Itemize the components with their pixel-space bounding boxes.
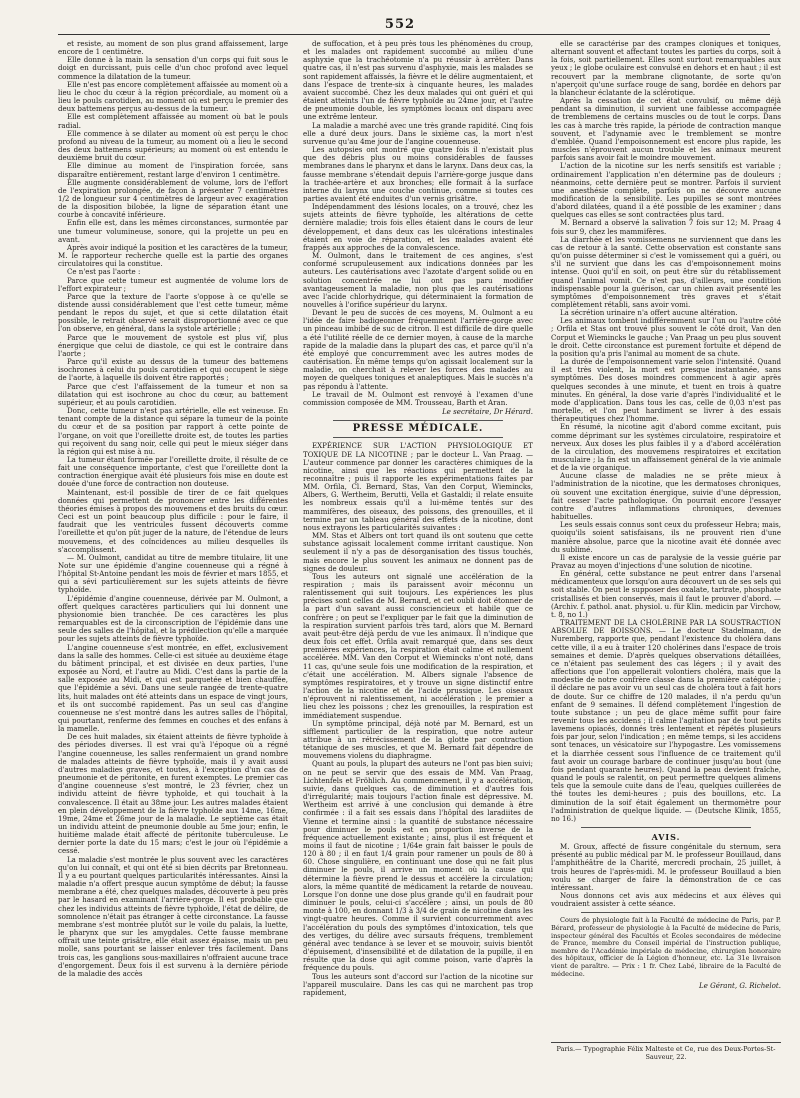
paragraph: Devant le peu de succès de ces moyens, M. Oulmont a eu l'idée de faire badigeonner fréquemment l'arrière-gorge avec un pinceau imbibé de suc de citron. Il est difficile de dire quelle a été l'utilité réelle de ce dernier moyen, à cause de la marche rapide de la maladie dans la plupart des cas, et parce qu'il n'a été employé que concurremment avec les autres modes de cautérisation. En même temps qu'on agissait localement sur la maladie, on cherchait à relever les forces des malades au moyen de quelques toniques et analeptiques. Mais le succès n'a pas répondu à l'attente.	[303, 308, 533, 391]
paragraph: — M. Oulmont, candidat au titre de membre titulaire, lit une Note sur une épidémie d'angine couenneuse qui a régné à l'hôpital St-Antoine pendant les mois de février et mars 1855, et qui a sévi particulièrement sur les sujets atteints de fièvre typhoïde.	[58, 552, 288, 595]
paragraph: Il existe encore un cas de paralysie de la vessie guérie par Pravaz au moyen d'injections d'une solution de nicotine.	[551, 552, 781, 570]
paragraph: Maintenant, est-il possible de tirer de ce fait quelques données qui permettent de prononcer entre les différentes théories émises à propos des mouvemens et des bruits du cœur. Ceci est un point beaucoup plus difficile : pour le faire, il faudrait que les ventricules fussent découverts comme l'oreillette et qu'on pût juger de la nature, de l'étendue de leurs mouvemens, et des coïncidences au milieu desquelles ils s'accomplissent.	[58, 487, 288, 554]
avis-title: AVIS.	[651, 832, 681, 842]
paragraph: Indépendamment des lésions locales, on a trouvé, chez les sujets atteints de fièvre typhoïde, les altérations de cette dernière maladie; trois fois elles étaient dans le cours de leur développement, et dans deux cas les ulcérations intestinales étaient en voie de réparation, et les malades avaient été frappés aux approches de la convalescence.	[303, 202, 533, 252]
paragraph: La maladie s'est montrée le plus souvent avec les caractères qu'on lui connaît, et qui ont été si bien décrits par Bretonneau. Il y a eu pourtant quelques particularités intéressantes. Ainsi la maladie n'a offert presque aucun symptôme de début; la fausse membrane a été, chez quelques malades, découverte à peu près par le hasard en examinant l'arrière-gorge. Il est probable que chez les individus atteints de fièvre typhoïde, l'état de délire, de somnolence n'était pas étranger à cette circonstance. La fausse membrane s'est montrée plutôt sur le voile du palais, la luette, le pharynx que sur les amygdales. Cette fausse membrane offrait une teinte grisâtre, elle était assez épaisse, mais un peu molle, sans pourtant se laisser enlever très facilement. Dans trois cas, les ganglions sous-maxillaires n'offraient aucune trace d'engorgement. Deux fois il est survenu à la dernière période de la maladie des accès	[58, 854, 288, 978]
book-advertisement: Cours de physiologie fait à la Faculté de médecine de Paris, par P. Bérard, professeur de physiologie à la Faculté de médecine de Paris, inspecteur général des Facultés et Écoles secondaires de médecine de France, membre du Conseil impérial de l'instruction publique, membre de l'Académie impériale de médecine, chirurgien honoraire des hôpitaux, officier de la Légion d'honneur, etc. La 31e livraison vient de paraître. — Prix : 1 fr. Chez Labé, libraire de la Faculté de médecine.	[551, 916, 781, 978]
paragraph: Ce n'est pas l'aorte :	[67, 267, 141, 277]
paragraph: Elle est complètement affaissée au moment où bat le pouls radial.	[58, 112, 288, 130]
paragraph: Après la cessation de cet état convulsif, ou même déjà pendant sa diminution, il survient une faiblesse accompagnée de tremblemens de certains muscles ou de tout le corps. Dans les cas à marche très rapide, la période de contraction manque souvent, et l'adynamie avec le tremblement se montre d'emblée. Quand l'empoisonnement est encore plus rapide, les muscles n'éprouvent aucun trouble et les animaux meurent parfois sans avoir fait le moindre mouvement.	[551, 96, 781, 163]
paragraph: M. Groux, affecté de fissure congénitale du sternum, sera présenté au public médical par M. le professeur Bouillaud, dans l'amphithéâtre de la Charité, mercredi prochain, 25 juillet, à trois heures de l'après-midi. M. le professeur Bouillaud a bien voulu se charger de faire la démonstration de ce cas intéressant.	[551, 842, 781, 892]
nicotine-article	[303, 442, 533, 997]
section-title-presse-medicale: PRESSE MÉDICALE.	[352, 423, 484, 435]
paragraph: Le travail de M. Oulmont est renvoyé à l'examen d'une commission composée de MM. Trousseau, Barth et Aran.	[303, 389, 533, 407]
paragraph: Un symptôme principal, déjà noté par M. Bernard, est un sifflement particulier de la respiration, que notre auteur attribue à un rétrécissement de la glotte par contraction tétanique de ses muscles, et que M. Bernard fait dépendre de mouvemens violens du diaphragme.	[303, 718, 533, 761]
section-divider	[581, 912, 751, 913]
paragraph: L'angine couenneuse s'est montrée, en effet, exclusivement dans la salle des hommes. Celle-ci est située au deuxième étage du bâtiment principal, et est divisée en deux parties, l'une exposée au Nord, et l'autre au Midi. C'est dans la partie de la salle exposée au Midi, et qui est parquetée et bien chauffée, que l'épidémie a sévi. Dans une seule rangée de trente-quatre lits, huit malades ont été atteints dans un espace de vingt jours, et ils ont succombé rapidement. Pas un seul cas d'angine couenneuse ne s'est montré dans les autres salles de l'hôpital, qui pourtant, renferme des femmes en couches et des enfans à la mamelle.	[58, 642, 288, 734]
column-2	[303, 40, 533, 1040]
paragraph: Les autopsies ont montré que quatre fois il n'existait plus que des débris plus ou moins considérables de fausses membranes dans le pharynx et dans le larynx. Dans deux cas, la fausse membrane s'étendait depuis l'arrière-gorge jusque dans la trachée-artère et aux bronches; elle formait à la surface interne du larynx une couche continue, comme si toutes ces parties avaient été enduites d'un vernis grisâtre.	[303, 145, 533, 203]
footer-rule	[551, 1042, 781, 1043]
paragraph: En général, cette substance ne peut entrer dans l'arsenal médicamenteux que lorsqu'on aura découvert un de ses sels qui soit stable. On peut le supposer des oxalate, tartrate, phosphate cristallisés et bien conservés, mais il faut le prouver d'abord. — (Archiv. f. pathol. anat. physiol. u. für Klin. medicin par Virchow, t. 8, no 1.)	[551, 569, 781, 619]
paragraph: Elle n'est pas encore complètement affaissée au moment où a lieu le choc du cœur à la région précordiale, au moment où a lieu le pouls carotidien, au moment où est perçu le premier des deux battemens perçus au-dessus de la tumeur.	[58, 79, 288, 114]
nicotine-article-continued	[551, 40, 781, 823]
paragraph: Elle augmente considérablement de volume, lors de l'effort de l'expiration prolongée, de façon à présenter 7 centimètres 1/2 de longueur sur 4 centimètres de largeur avec exagération de la disposition bilobée, la ligne de séparation étant une courbe à concavité inférieure.	[58, 177, 288, 220]
paragraph: et resiste, au moment de son plus grand affaissement, large encore de 1 centimètre.	[58, 40, 288, 57]
paragraph: Parce que le mouvement de systole est plus vif, plus énergique que celui de diastole, ce qui est le contraire dans l'aorte ;	[58, 332, 288, 358]
paragraph: Parce que c'est l'affaissement de la tumeur et non sa dilatation qui est isochrone au choc du cœur, au battement supérieur, et au pouls carotidien.	[58, 381, 288, 407]
paragraph: Quant au pouls, la plupart des auteurs ne l'ont pas bien suivi; on ne peut se servir que des essais de MM. Van Praag, Lichtenfels et Fröhlich. Au commencement, il y a accélération, suivie, dans quelques cas, de diminution et d'autres fois d'irrégularité; mais toujours l'action finale est dépressive. M. Wertheim est arrivé à une conclusion qui demande à être confirmée : il a fait ses essais dans l'hôpital des laradiites de Vienne et termine ainsi : la quantité de substance nécessaire pour diminuer le pouls est en proportion inverse de la fréquence actuellement existante ; ainsi, plus il est fréquent et moins il faut de nicotine ; 1/64e grain fait baisser le pouls de 120 à 80 ; il en faut 1/4 grain pour ramener un pouls de 80 à 60. Chose singulière, en continuant une dose qui ne fait plus diminuer le pouls, il arrive un moment où la cause qui détermine la fièvre prend le dessus et accélère la circulation; alors, la même quantité de médicament la retarde de nouveau. Lorsque l'on donne une dose plus grande qu'il en faudrait pour diminuer le pouls, celui-ci s'accélère ; ainsi, un pouls de 80 monte à 100, en donnant 1/3 à 3/4 de grain de nicotine dans les vingt-quatre heures. Comme il survient concurremment avec l'accélération du pouls des symptômes d'intoxication, tels que des vertiges, du délire avec sursauts fréquens, tremblement général avec tendance à se lever et se mouvoir, suivis bientôt d'épuisement, d'insensibilité et de dilatation de la pupille, il en résulte que la dose qui agit comme poison, varie d'après la fréquence du pouls.	[303, 759, 533, 973]
paragraph: Tous les auteurs ont signalé une accélération de la respiration ; mais ils paraissent avoir méconnu un ralentissement qui suit toujours. Les expériences les plus précises sont celles de M. Bernard, et cet oubli doit étonner de la part d'un savant aussi consciencieux et habile que ce confrère ; on peut se l'expliquer par le fait que la diminution de la respiration survient parfois très tard, alors que M. Bernard avait peut-être déjà perdu de vue les animaux. Il n'indique que deux fois cet effet. Orfila avait remarqué que, dans ses deux premières expériences, la respiration était calme et nullement accélérée. MM. Van den Corput et Wiemincks n'ont noté, dans 11 cas, qu'une seule fois une modification de la respiration, et c'était une accélération. M. Albers signale l'absence de symptômes respiratoires, et y trouve un signe distinctif entre l'action de la nicotine et de l'acide prussique. Les oiseaux n'éprouvent ni ralentissement, ni accélération ; le premier a lieu chez les poissons ; chez les grenouilles, la respiration est immédiatement suspendue.	[303, 571, 533, 720]
paragraph: Parce qu'il existe au dessus de la tumeur des battemens isochrones à celui du pouls carotidien et qui occupent le siège de l'aorte, à laquelle ils doivent être rapportés ;	[58, 357, 288, 383]
paragraph: Les animaux tombent indifféremment sur l'un ou l'autre côté ; Orfila et Stas ont trouvé plus souvent le côté droit, Van den Corput et Wiemincks le gauche ; Van Praag un peu plus souvent le droit. Cette circonstance est purement fortuite et dépend de la position qu'a pris l'animal au moment de sa chute.	[551, 316, 781, 358]
paragraph: M. Bernard a observé la salivation 7 fois sur 12; M. Praag 4 fois sur 9, chez les mammifères.	[551, 218, 781, 236]
paragraph: L'action de la nicotine sur les nerfs sensitifs est variable ; ordinairement l'application n'en détermine pas de douleurs ; néanmoins, cette dernière peut se montrer. Parfois il survient une anesthésie complète, parfois on ne découvre aucune modification de la sensibilité. Les pupilles se sont montrées d'abord dilatées, quand il a été possible de les examiner ; dans quelques cas elles se sont contractées plus tard.	[551, 161, 781, 220]
paragraph: La diarrhée et les vomissemens ne surviennent que dans les cas de retour à la santé. Cette observation est constante sans qu'on puisse déterminer si c'est le vomissement qui a guéri, ou s'il ne survient que dans les cas d'empoisonnement moins intense. Quoi qu'il en soit, on peut être sûr du rétablissement quand l'animal vomit. Ce n'est pas, d'ailleurs, une condition indispensable pour la guérison, car un chien avait présenté les symptômes d'empoisonnement très graves et s'était complètement rétabli, sans avoir vomi.	[551, 234, 781, 309]
paragraph: elle se caractérise par des crampes cloniques et toniques, alternant souvent et affectant toutes les parties du corps, soit à la fois, soit partiellement. Elles sont surtout remarquables aux yeux ; le globe oculaire est convulsé en dehors et en haut ; il est recouvert par la membrane clignotante, de sorte qu'on n'aperçoit qu'une surface rouge de sang, bordée en dehors par la blancheur éclatante de la sclérotique.	[551, 40, 781, 97]
paragraph: Enfin elle est, dans les mêmes circonstances, surmontée par une tumeur volumineuse, sonore, qui la projette un peu en avant.	[58, 218, 288, 244]
paragraph: Elle donne à la main la sensation d'un corps qui fuit sous le doigt en durcissant, puis celle d'un choc profond avec lequel commence la dilatation de la tumeur.	[58, 55, 288, 81]
paragraph: En résumé, la nicotine agit d'abord comme excitant, puis comme déprimant sur les systèmes circulatoire, respiratoire et nerveux. Aux doses les plus faibles il y a d'abord accélération de la circulation, des mouvemens respiratoires et excitation musculaire ; la fin est un affaissement général de la vie animale et de la vie organique.	[551, 422, 781, 473]
gerant-signature: Le Gérant, G. Richelot.	[699, 981, 781, 991]
paragraph: Parce que cette tumeur est augmentée de volume lors de l'effort expirateur ;	[58, 275, 288, 293]
paragraph: Parce que la texture de l'aorte s'oppose à ce qu'elle se distende aussi considérablement que l'est cette tumeur, même pendant le repos du sujet, et que si cette dilatation était possible, le retrait observé serait disproportionné avec ce que l'on observe, en général, dans la systole artérielle ;	[58, 291, 288, 334]
paragraph: La tumeur étant formée par l'oreillette droite, il résulte de ce fait une conséquence importante, c'est que l'oreillette dont la contraction énergique avait été plusieurs fois mise en doute est douée d'une force de contraction non douteuse.	[58, 454, 288, 489]
paragraph: M. Oulmont, dans le traitement de ces angines, s'est conformé scrupuleusement aux indications données par les auteurs. Les cautérisations avec l'azotate d'argent solide ou en solution concentrée ne lui ont pas paru modifier avantageusement la maladie, non plus que les cautérisations avec l'acide chlorhydrique, qui déterminaient la formation de nouvelles à l'orifice supérieur du larynx.	[303, 251, 533, 309]
paragraph: Elle diminue au moment de l'inspiration forcée, sans disparaître entièrement, restant large d'environ 1 centimètre.	[58, 161, 288, 179]
column-3	[551, 40, 781, 1040]
paragraph: EXPÉRIENCE SUR L'ACTION PHYSIOLOGIQUE ET TOXIQUE DE LA NICOTINE ; par le docteur L. Van Praag. — L'auteur commence par donner les caractères chimiques de la nicotine, ainsi que les réactions qui permettent de la reconnaître ; puis il rapporte les expérimentations faites par MM. Orfila, Cl. Bernard, Stas, Van den Corput, Wiemincks, Albers, G. Wertheim, Berutti, Vella et Gastaldi; il relate ensuite les nombreux essais qu'il a lui-même tentés sur des mammifères, des oiseaux, des poissons, des grenouilles, et il termine par un tableau général des effets de la nicotine, dont nous extrayons les particularités suivantes :	[303, 441, 533, 532]
header-rule	[58, 34, 770, 35]
paragraph: La maladie a marché avec une très grande rapidité. Cinq fois elle a duré deux jours. Dans le sixième cas, la mort n'est survenue qu'au 4me jour de l'angine couenneuse.	[303, 120, 533, 146]
paragraph: De ces huit malades, six étaient atteints de fièvre typhoïde à des périodes diverses. Il est vrai qu'à l'époque où a régné l'angine couenneuse, les salles renfermaient un grand nombre de malades atteints de fièvre typhoïde, mais il y avait aussi d'autres maladies graves, et toutes, à l'exception d'un cas de pneumonie et de péritonite, en furent exemptes. Le premier cas d'angine couenneuse s'est montré, le 23 février, chez un individu atteint de fièvre typhoïde, et qui touchait à la convalescence. Il était au 38me jour. Les autres malades étaient en plein développement de la fièvre typhoïde aux 14me, 16me, 19me, 24me et 26me jour de la maladie. Le septième cas était un individu atteint de pneumonie double au 5me jour; enfin, le huitième malade était affecté de péritonite tuberculeuse. Le dernier porte la date du 15 mars; c'est le jour où l'épidémie a cessé.	[58, 732, 288, 856]
printer-footer: Paris.— Typographie Félix Malteste et Ce, rue des Deux-Portes-St-Sauveur, 22.	[556, 1045, 776, 1061]
paragraph: La durée de l'empoisonnement varie selon l'intensité. Quand il est très violent, la mort est presque instantanée, sans symptômes. Des doses moindres commencent à agir après quelques secondes à une minute, et tuent en trois à quatre minutes. En général, la dose varie d'après l'individualité et le mode d'application. Dans tous les cas, celle de 0,03 n'est pas mortelle, et l'on peut hardiment se livrer à des essais thérapeutiques chez l'homme.	[551, 357, 781, 424]
academy-report-continued	[303, 40, 533, 407]
secretary-signature: Le secrétaire, Dr Hérard.	[442, 407, 533, 417]
section-divider	[581, 827, 751, 828]
page-number: 552	[384, 17, 416, 32]
paragraph: La sécrétion urinaire n'a offert aucune altération.	[560, 308, 738, 318]
column-1	[58, 40, 288, 1040]
paragraph: Tous les auteurs sont d'accord sur l'action de la nicotine sur l'appareil musculaire. Dans les cas qui ne marchent pas trop rapidement,	[303, 971, 533, 997]
section-divider	[333, 420, 503, 421]
paragraph: Donc, cette tumeur n'est pas artérielle, elle est veineuse. En tenant compte de la distance qui sépare la tumeur de la pointe du cœur et de sa position par rapport à cette pointe de l'organe, on voit que l'oreillette droite est, de toutes les parties qui reçoivent du sang noir, celle qui peut le mieux siéger dans la région qui est mise à nu.	[58, 406, 288, 456]
paragraph: TRAITEMENT DE LA CHOLÉRINE PAR LA SOUSTRACTION ABSOLUE DE BOISSONS. — Le docteur Stadelmann, de Nuremberg, rapporte que, pendant l'existence du choléra dans cette ville, il a eu à traiter 120 cholérines dans l'espace de trois semaines et demie. D'après quelques observations détaillées, ce n'étaient pas seulement des cas légers ; il y avait des affections que l'on appellerait volontiers choléra, mais que la modestie de notre confrère classe dans la première catégorie ; il déclare ne pas avoir vu un seul cas de choléra tout à fait hors de doute. Sur ce chiffre de 120 malades, il n'a perdu qu'un enfant de 9 semaines. Il défend complètement l'ingestion de toute substance ; un peu de glace même suffit pour faire revenir tous les accidens ; il calme l'agitation par de tout petits lavemens opiacés, donnés très lentement et répétés plusieurs fois par jour, selon l'indication ; en même temps, si les accidens sont tenaces, un vésicatoire sur l'hypogastre. Les vomissemens et la diarrhée cessent sous l'influence de ce traitement qu'il faut avoir un courage barbare de continuer jusqu'au bout (une fois pendant quarante heures). Quand la peau devient fraîche, quand le pouls se ralentit, on peut permettre quelques alimens tels que la semoule cuite dans de l'eau, quelques cuillerées de thé toutes les demi-heures ; puis des bouillons, etc. La diminution de la soif était également un thermomètre pour l'administration de quelque liquide. — (Deutsche Klinik, 1855, no 16.)	[551, 618, 781, 823]
paragraph: Après avoir indiqué la position et les caractères de la tumeur, M. le rapporteur recherche quelle est la partie des organes circulatoires qui la constitue.	[58, 242, 288, 269]
paragraph: Nous donnons cet avis aux médecins et aux élèves qui voudraient assister à cette séance.	[551, 891, 781, 909]
avis-text	[551, 843, 781, 908]
section-divider	[333, 437, 503, 438]
paragraph: Aucune classe de maladies ne se prête mieux à l'administration de la nicotine, que les dermatoses chroniques, où souvent une excitation énergique, suivie d'une dépression, fait cesser l'acte pathologique. On pourrait encore l'essayer contre d'autres inflammations chroniques, devenues habituelles.	[551, 471, 781, 522]
paragraph: Elle commence à se dilater au moment où est perçu le choc profond au niveau de la tumeur, au moment où a lieu le second des deux battemens supérieurs; au moment où est entendu le deuxième bruit du cœur.	[58, 128, 288, 163]
paragraph: Les seuls essais connus sont ceux du professeur Hebra; mais, quoiqu'ils soient satisfaisans, ils ne prouvent rien d'une manière absolue, parce que la nicotine avait été donnée avec du sublimé.	[551, 520, 781, 554]
paragraph: MM. Stas et Albers ont tort quand ils ont soutenu que cette substance agissait localement comme irritant caustique. Non seulement il n'y a pas de désorganisation des tissus touchés, mais encore le plus souvent les animaux ne donnent pas de signes de douleur.	[303, 531, 533, 573]
paragraph: L'épidémie d'angine couenneuse, dérivée par M. Oulmont, a offert quelques caractères particuliers qui lui donnent une physionomie bien tranchée. De ces caractères les plus remarquables est de la circonscription de l'épidémie dans une seule des salles de l'hôpital, et la prédilection qu'elle a marquée pour les sujets atteints de fièvre typhoïde.	[58, 593, 288, 644]
paragraph: de suffocation, et à peu près tous les phénomènes du croup, et les malades ont rapidement succombé au milieu d'une asphyxie que la trachéotomie n'a pu réussir à arrêter. Dans quatre cas, il n'est pas survenu d'asphyxie, mais les malades se sont rapidement affaissés, la fièvre et le délire augmentaient, et dans l'espace de trente-six à cinquante heures, les malades avaient succombé. Chez les deux malades qui ont guéri et qui étaient atteints l'un de fièvre typhoïde au 24me jour, et l'autre de pneumonie double, les symptômes locaux ont disparu avec une extrême lenteur.	[303, 40, 533, 122]
